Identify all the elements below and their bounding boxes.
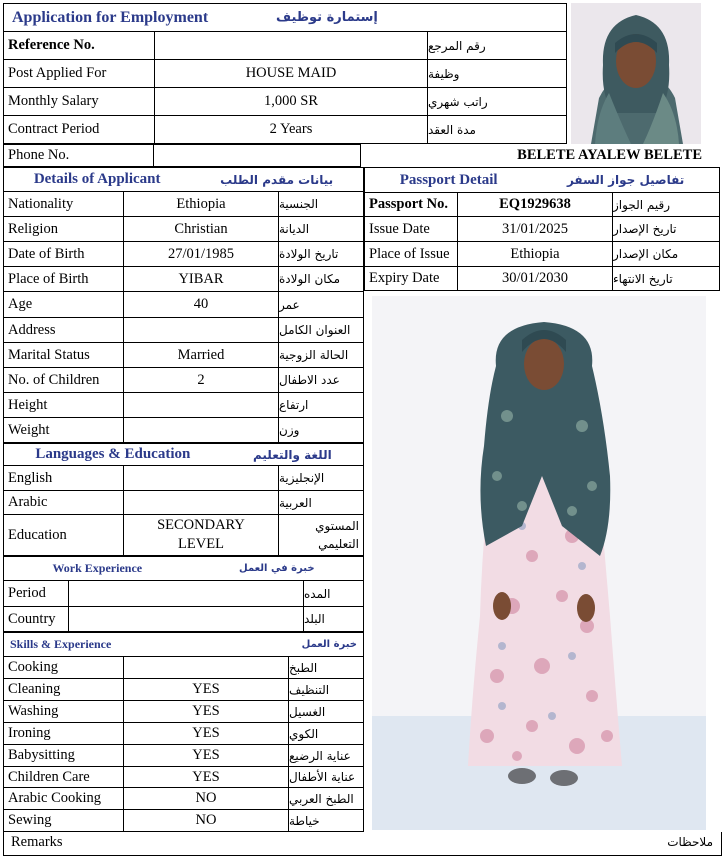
- passport-no-value: EQ1929638: [458, 193, 613, 217]
- place-issue-label: Place of Issue: [365, 242, 458, 267]
- languages-title-ar: اللغة والتعليم: [252, 447, 332, 462]
- religion-label-ar: الديانة: [279, 217, 364, 242]
- skills-title-en: Skills & Experience: [10, 637, 112, 651]
- sewing-label-ar: خياطة: [289, 810, 364, 832]
- marital-value: Married: [124, 343, 279, 368]
- form-title-en: Application for Employment: [12, 9, 209, 26]
- portrait-illustration: [571, 3, 701, 144]
- applicant-full-photo: [372, 296, 706, 830]
- salary-label-ar: راتب شهري: [428, 88, 567, 116]
- cooking-label-ar: الطبخ: [289, 657, 364, 679]
- education-label: Education: [4, 515, 124, 556]
- age-label-ar: عمر: [279, 292, 364, 318]
- details-header: [4, 168, 364, 192]
- children-value: 2: [124, 368, 279, 393]
- ironing-label-ar: الكوي: [289, 723, 364, 745]
- period-label-ar: المده: [304, 581, 364, 607]
- country-label: Country: [4, 607, 69, 632]
- passport-header: [365, 168, 720, 193]
- cooking-value: [124, 657, 289, 679]
- children-label: No. of Children: [4, 368, 124, 393]
- remarks-label-ar: ملاحظات: [667, 835, 713, 849]
- passport-title-en: Passport Detail: [399, 171, 498, 188]
- details-title-ar: بيانات مقدم الطلب: [220, 172, 334, 187]
- ironing-label: Ironing: [4, 723, 124, 745]
- pob-label-ar: مكان الولادة: [279, 267, 364, 292]
- phone-value: [154, 145, 361, 167]
- arabic-label: Arabic: [4, 491, 124, 515]
- post-label: Post Applied For: [4, 60, 155, 88]
- cooking-label: Cooking: [4, 657, 124, 679]
- reference-label: Reference No.: [4, 32, 155, 60]
- remarks-label: Remarks: [11, 834, 63, 850]
- nationality-value: Ethiopia: [124, 192, 279, 217]
- height-value: [124, 393, 279, 418]
- arabic-cooking-label-ar: الطبخ العربي: [289, 788, 364, 810]
- work-table: [3, 556, 364, 632]
- age-label: Age: [4, 292, 124, 318]
- issue-date-label-ar: تاريخ الإصدار: [613, 217, 720, 242]
- languages-header: [4, 444, 364, 466]
- candidate-name: BELETE AYALEW BELETE: [517, 147, 702, 163]
- sewing-value: NO: [124, 810, 289, 832]
- contract-label: Contract Period: [4, 116, 155, 144]
- washing-value: YES: [124, 701, 289, 723]
- nationality-label-ar: الجنسية: [279, 192, 364, 217]
- reference-label-ar: رقم المرجع: [428, 32, 567, 60]
- children-care-label-ar: عناية الأطفال: [289, 767, 364, 788]
- skills-table: [3, 632, 364, 832]
- pob-value: YIBAR: [124, 267, 279, 292]
- period-label: Period: [4, 581, 69, 607]
- education-label-ar: المستوي التعليمي: [279, 515, 364, 556]
- applicant-portrait-photo: [571, 3, 701, 144]
- post-value: HOUSE MAID: [155, 60, 428, 88]
- english-label: English: [4, 466, 124, 491]
- arabic-cooking-value: NO: [124, 788, 289, 810]
- work-title-en: Work Experience: [52, 561, 143, 575]
- age-value: 40: [124, 292, 279, 318]
- babysitting-label: Babysitting: [4, 745, 124, 767]
- nationality-label: Nationality: [4, 192, 124, 217]
- details-title-en: Details of Applicant: [33, 171, 161, 187]
- cleaning-label: Cleaning: [4, 679, 124, 701]
- ironing-value: YES: [124, 723, 289, 745]
- country-value: [69, 607, 304, 632]
- form-title-ar: إستمارة توظيف: [276, 10, 378, 25]
- passport-table: [364, 167, 720, 291]
- salary-value: 1,000 SR: [155, 88, 428, 116]
- address-value: [124, 318, 279, 343]
- height-label: Height: [4, 393, 124, 418]
- marital-label-ar: الحالة الزوجية: [279, 343, 364, 368]
- passport-no-label: Passport No.: [365, 193, 458, 217]
- weight-label-ar: وزن: [279, 418, 364, 443]
- babysitting-value: YES: [124, 745, 289, 767]
- children-label-ar: عدد الاطفال: [279, 368, 364, 393]
- dob-value: 27/01/1985: [124, 242, 279, 267]
- washing-label: Washing: [4, 701, 124, 723]
- arabic-label-ar: العربية: [279, 491, 364, 515]
- expiry-value: 30/01/2030: [458, 267, 613, 291]
- address-label: Address: [4, 318, 124, 343]
- babysitting-label-ar: عناية الرضيع: [289, 745, 364, 767]
- work-header: [4, 557, 364, 581]
- full-body-illustration: [372, 296, 706, 830]
- sewing-label: Sewing: [4, 810, 124, 832]
- work-title-ar: خبرة في العمل: [239, 563, 315, 574]
- arabic-value: [124, 491, 279, 515]
- contract-label-ar: مدة العقد: [428, 116, 567, 144]
- top-info-table: [3, 31, 567, 144]
- post-label-ar: وظيفة: [428, 60, 567, 88]
- skills-title-ar: خبرة العمل: [301, 639, 357, 650]
- dob-label: Date of Birth: [4, 242, 124, 267]
- height-label-ar: ارتفاع: [279, 393, 364, 418]
- address-label-ar: العنوان الكامل: [279, 318, 364, 343]
- religion-value: Christian: [124, 217, 279, 242]
- salary-label: Monthly Salary: [4, 88, 155, 116]
- form-header: [3, 3, 567, 32]
- country-label-ar: البلد: [304, 607, 364, 632]
- period-value: [69, 581, 304, 607]
- languages-table: [3, 443, 364, 556]
- skills-header: [4, 633, 364, 657]
- passport-title-ar: تفاصيل جواز السفر: [566, 173, 685, 187]
- dob-label-ar: تاريخ الولادة: [279, 242, 364, 267]
- expiry-label-ar: تاريخ الانتهاء: [613, 267, 720, 291]
- phone-label: Phone No.: [4, 145, 154, 167]
- cleaning-value: YES: [124, 679, 289, 701]
- cleaning-label-ar: التنظيف: [289, 679, 364, 701]
- arabic-cooking-label: Arabic Cooking: [4, 788, 124, 810]
- place-issue-value: Ethiopia: [458, 242, 613, 267]
- languages-title-en: Languages & Education: [35, 446, 191, 462]
- english-label-ar: الإنجليزية: [279, 466, 364, 491]
- place-issue-label-ar: مكان الإصدار: [613, 242, 720, 267]
- weight-label: Weight: [4, 418, 124, 443]
- marital-label: Marital Status: [4, 343, 124, 368]
- children-care-label: Children Care: [4, 767, 124, 788]
- weight-value: [124, 418, 279, 443]
- reference-value: [155, 32, 428, 60]
- issue-date-label: Issue Date: [365, 217, 458, 242]
- passport-no-label-ar: رقيم الجواز: [613, 193, 720, 217]
- pob-label: Place of Birth: [4, 267, 124, 292]
- remarks-row: [3, 832, 722, 856]
- details-table: [3, 167, 364, 443]
- phone-row: [3, 144, 361, 167]
- english-value: [124, 466, 279, 491]
- children-care-value: YES: [124, 767, 289, 788]
- education-value: SECONDARY LEVEL: [124, 515, 279, 556]
- contract-value: 2 Years: [155, 116, 428, 144]
- washing-label-ar: الغسيل: [289, 701, 364, 723]
- issue-date-value: 31/01/2025: [458, 217, 613, 242]
- religion-label: Religion: [4, 217, 124, 242]
- expiry-label: Expiry Date: [365, 267, 458, 291]
